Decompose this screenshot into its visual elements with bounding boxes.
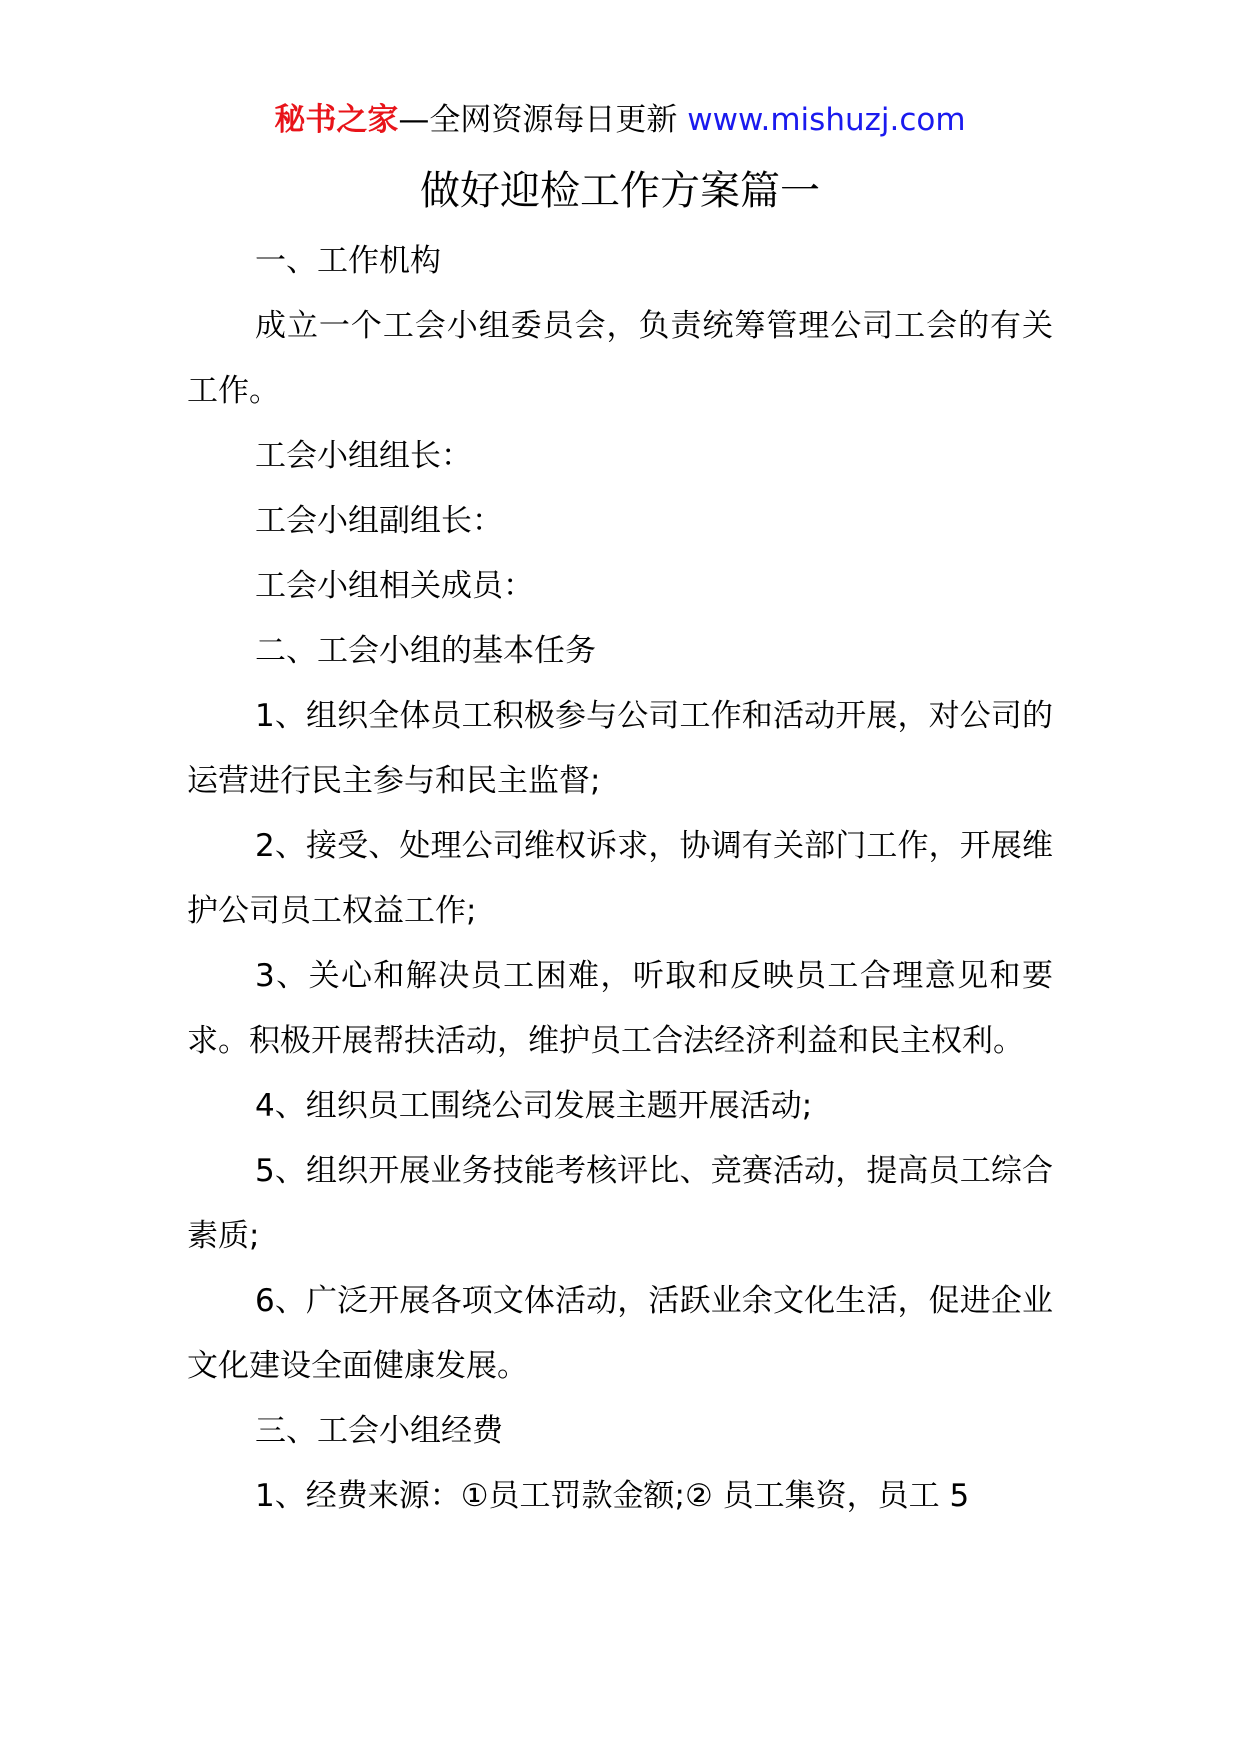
- paragraph: 成立一个工会小组委员会，负责统筹管理公司工会的有关工作。: [187, 308, 1053, 409]
- site-url-link[interactable]: www.mishuzj.com: [687, 102, 966, 138]
- brand-name: 秘书之家: [274, 102, 399, 138]
- paragraph: 工会小组组长：: [255, 438, 472, 474]
- section-heading-funding: 三、工会小组经费: [255, 1413, 503, 1449]
- list-item: 3、关心和解决员工困难，听取和反映员工合理意见和要求。积极开展帮扶活动，维护员工合法经济利益和民主权利。: [187, 958, 1053, 1059]
- paragraph: 工会小组相关成员：: [255, 568, 534, 604]
- list-item: 2、接受、处理公司维权诉求，协调有关部门工作，开展维护公司员工权益工作;: [187, 828, 1053, 929]
- list-item: 6、广泛开展各项文体活动，活跃业余文化生活，促进企业文化建设全面健康发展。: [187, 1283, 1053, 1384]
- list-item: 1、经费来源：①员工罚款金额;② 员工集资，员工 5: [255, 1478, 970, 1514]
- document-title: 做好迎检工作方案篇一: [420, 168, 820, 214]
- paragraph: 工会小组副组长：: [255, 503, 503, 539]
- document-body: [187, 229, 1053, 1529]
- header-slogan: —全网资源每日更新: [398, 102, 688, 138]
- list-item: 5、组织开展业务技能考核评比、竞赛活动，提高员工综合素质;: [187, 1153, 1053, 1254]
- list-item: 4、组织员工围绕公司发展主题开展活动;: [255, 1088, 813, 1124]
- site-header: [0, 98, 1240, 142]
- section-heading-work-organization: 一、工作机构: [255, 243, 441, 279]
- list-item: 1、组织全体员工积极参与公司工作和活动开展，对公司的运营进行民主参与和民主监督;: [187, 698, 1053, 799]
- section-heading-basic-tasks: 二、工会小组的基本任务: [255, 633, 596, 669]
